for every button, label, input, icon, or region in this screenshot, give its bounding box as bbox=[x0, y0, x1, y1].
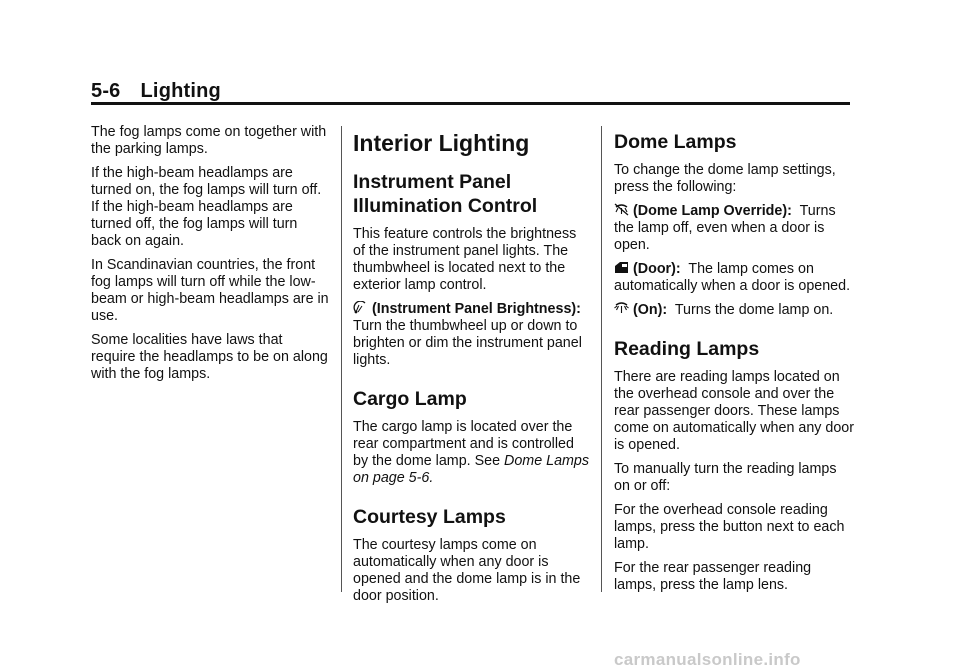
door-text: The lamp comes on automatically when a door is opened. bbox=[614, 261, 851, 294]
panel-brightness-icon bbox=[353, 301, 368, 314]
header-rule bbox=[91, 102, 850, 105]
reading-paragraph-2: To manually turn the reading lamps on or off: bbox=[614, 461, 837, 494]
reading-paragraph-1: There are reading lamps located on the overhead console and over the rear passenger doors. These lamps come on automatically when any door is opened. bbox=[614, 369, 855, 453]
courtesy-paragraph: The courtesy lamps come on automatically when any door is opened and the dome lamp is in the door position. bbox=[353, 537, 581, 604]
courtesy-lamps-heading: Courtesy Lamps bbox=[353, 506, 506, 528]
watermark: carmanualsonline.info bbox=[614, 650, 801, 669]
reading-paragraph-3: For the overhead console reading lamps, press the button next to each lamp. bbox=[614, 502, 845, 552]
dome-override-paragraph bbox=[614, 203, 854, 254]
column-divider-2 bbox=[601, 126, 602, 592]
ipic-label: (Instrument Panel Brightness): bbox=[372, 301, 581, 317]
ipic-text: Turn the thumbwheel up or down to brighten or dim the instrument panel lights. bbox=[353, 318, 582, 368]
door-label: (Door): bbox=[633, 261, 681, 277]
page-header bbox=[91, 80, 850, 103]
dome-lamps-heading: Dome Lamps bbox=[614, 131, 737, 153]
reading-lamps-heading: Reading Lamps bbox=[614, 338, 760, 360]
dome-paragraph-1: To change the dome lamp settings, press the following: bbox=[614, 162, 836, 195]
ipic-paragraph-1: This feature controls the brightness of the instrument panel lights. The thumbwheel is located next to the exterior lamp control. bbox=[353, 226, 577, 293]
cargo-paragraph bbox=[353, 419, 591, 487]
on-text: Turns the dome lamp on. bbox=[674, 302, 834, 318]
ipic-paragraph-2 bbox=[353, 301, 591, 369]
cargo-lamp-heading: Cargo Lamp bbox=[353, 388, 467, 410]
fog-paragraph-1: The fog lamps come on together with the parking lamps. bbox=[91, 124, 327, 157]
override-text: Turns the lamp off, even when a door is open. bbox=[614, 203, 836, 253]
reading-paragraph-4: For the rear passenger reading lamps, press the lamp lens. bbox=[614, 560, 812, 593]
dome-override-icon bbox=[614, 203, 629, 216]
dome-on-icon bbox=[614, 302, 629, 315]
header-title bbox=[91, 80, 850, 103]
dome-on-paragraph bbox=[614, 302, 854, 319]
column-middle bbox=[353, 128, 591, 612]
column-right bbox=[614, 130, 854, 601]
dome-lamps-reference-link[interactable]: Dome Lamps on page 5-6. bbox=[353, 453, 590, 486]
dome-door-paragraph bbox=[614, 261, 854, 295]
fog-paragraph-3: In Scandinavian countries, the front fog lamps will turn off while the low-beam or high-beam headlamps are in use. bbox=[91, 257, 329, 324]
fog-paragraph-4: Some localities have laws that require the headlamps to be on along with the fog lamps. bbox=[91, 332, 328, 382]
fog-paragraph-2: If the high-beam headlamps are turned on, the fog lamps will turn off. If the high-beam headlamps are turned off, the fog lamps will turn back on again. bbox=[91, 165, 322, 249]
section-number: 5-6 bbox=[91, 80, 121, 102]
column-left bbox=[91, 124, 329, 390]
column-divider-1 bbox=[341, 126, 342, 592]
instrument-panel-heading: Instrument Panel Illumination Control bbox=[353, 171, 538, 217]
cargo-text: The cargo lamp is located over the rear compartment and is controlled by the dome lamp. See bbox=[353, 419, 574, 469]
on-label: (On): bbox=[633, 302, 668, 318]
interior-lighting-heading: Interior Lighting bbox=[353, 130, 530, 156]
door-icon bbox=[614, 261, 629, 274]
override-label: (Dome Lamp Override): bbox=[633, 203, 792, 219]
section-title: Lighting bbox=[140, 80, 221, 102]
